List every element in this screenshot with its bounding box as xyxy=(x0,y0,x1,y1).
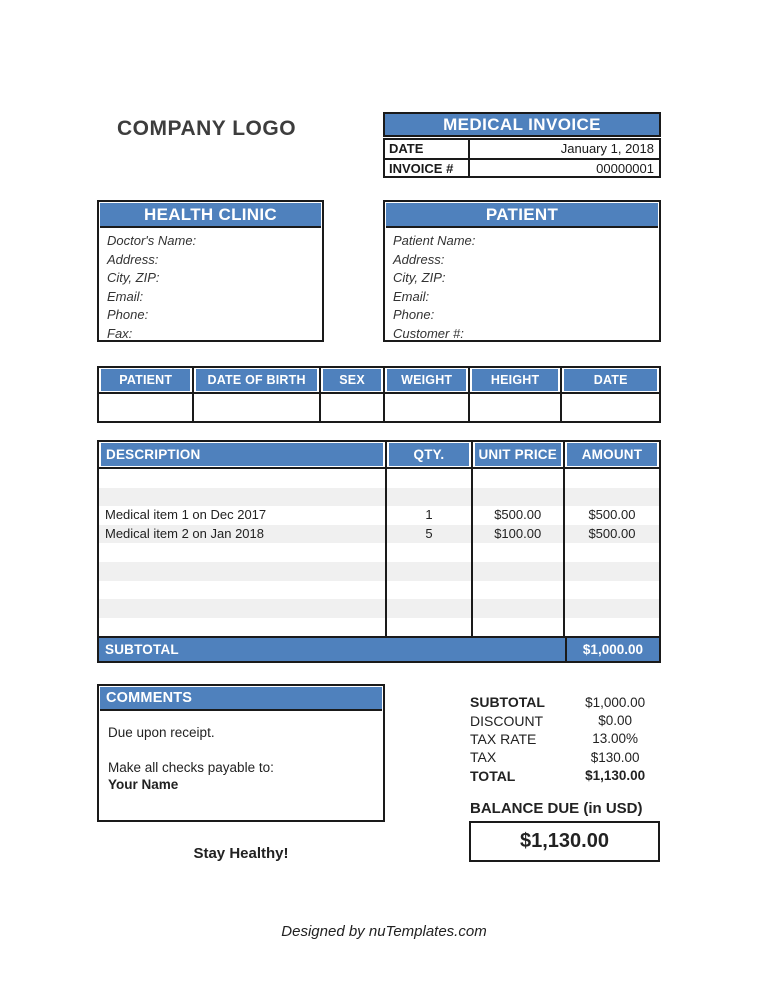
totals-label: TAX RATE xyxy=(470,730,537,747)
patient-info-table-header xyxy=(99,368,659,394)
comments-line: Make all checks payable to: xyxy=(108,760,274,775)
comments-title: COMMENTS xyxy=(100,687,382,711)
patient-table-cell xyxy=(99,394,194,421)
item-unit-price-cell xyxy=(473,618,565,637)
balance-due-label: BALANCE DUE (in USD) xyxy=(470,800,643,817)
patient-table-cell xyxy=(470,394,562,421)
comments-box xyxy=(97,684,385,822)
item-description-cell xyxy=(99,581,387,600)
item-amount-cell xyxy=(565,562,659,581)
item-row xyxy=(99,562,659,581)
clinic-field-doctor-name: Doctor's Name: xyxy=(107,233,197,248)
item-unit-price-cell xyxy=(473,488,565,507)
invoice-header-box xyxy=(383,112,661,178)
patient-table-header-sex: SEX xyxy=(321,368,386,392)
totals-section xyxy=(470,693,661,785)
item-description-cell xyxy=(99,562,387,581)
items-header-qty: QTY. xyxy=(387,442,472,467)
patient-table-cell xyxy=(562,394,659,421)
item-qty-cell xyxy=(387,562,472,581)
items-table xyxy=(97,440,661,663)
totals-row-discount xyxy=(470,711,661,729)
item-unit-price-cell xyxy=(473,581,565,600)
date-label: DATE xyxy=(385,140,470,158)
health-clinic-box xyxy=(97,200,324,342)
item-qty-cell: 1 xyxy=(387,506,472,525)
totals-row-total xyxy=(470,767,661,785)
item-row xyxy=(99,506,659,525)
totals-value: 13.00% xyxy=(592,731,639,747)
items-header-unit-price: UNIT PRICE xyxy=(473,442,565,467)
patient-info-table xyxy=(97,366,661,423)
item-qty-cell xyxy=(387,469,472,488)
patient-field-name: Patient Name: xyxy=(393,233,476,248)
patient-table-header-height: HEIGHT xyxy=(470,368,562,392)
item-amount-cell: $500.00 xyxy=(588,525,636,541)
patient-table-header-weight: WEIGHT xyxy=(385,368,470,392)
invoice-meta-table xyxy=(383,138,661,178)
balance-due-value: $1,130.00 xyxy=(520,830,609,852)
patient-table-header-dob: DATE OF BIRTH xyxy=(194,368,320,392)
item-unit-price-cell xyxy=(473,599,565,618)
clinic-field-fax: Fax: xyxy=(107,325,133,341)
item-description-cell: Medical item 2 on Jan 2018 xyxy=(99,525,387,544)
item-unit-price-cell: $500.00 xyxy=(473,506,565,525)
subtotal-value: $1,000.00 xyxy=(565,638,659,661)
item-description-cell xyxy=(99,618,387,637)
item-description-cell xyxy=(99,599,387,618)
clinic-field-city-zip: City, ZIP: xyxy=(107,270,160,285)
item-amount-cell: $500.00 xyxy=(588,507,636,523)
patient-table-header-patient: PATIENT xyxy=(99,368,194,392)
patient-table-header-date: DATE xyxy=(562,368,659,392)
items-table-header xyxy=(99,442,659,469)
totals-value: $130.00 xyxy=(590,749,640,765)
health-clinic-title: HEALTH CLINIC xyxy=(100,203,321,228)
item-amount-cell xyxy=(565,581,659,600)
item-qty-cell xyxy=(387,488,472,507)
item-row xyxy=(99,469,659,488)
item-qty-cell xyxy=(387,581,472,600)
item-amount-cell xyxy=(565,599,659,618)
company-logo: COMPANY LOGO xyxy=(117,117,297,140)
patient-fields xyxy=(385,228,659,347)
totals-value: $0.00 xyxy=(598,713,633,729)
totals-value: $1,130.00 xyxy=(585,768,646,784)
patient-info-table-row xyxy=(99,394,659,421)
item-description-cell xyxy=(99,488,387,507)
item-qty-cell xyxy=(387,618,472,637)
balance-due-box xyxy=(469,821,660,862)
item-qty-cell xyxy=(387,543,472,562)
date-value: January 1, 2018 xyxy=(560,141,654,156)
comments-line: Due upon receipt. xyxy=(108,725,215,740)
item-amount-cell xyxy=(565,543,659,562)
subtotal-row xyxy=(99,636,659,661)
patient-title: PATIENT xyxy=(386,203,658,228)
totals-row-tax-rate xyxy=(470,730,661,748)
item-qty-cell xyxy=(387,599,472,618)
patient-table-cell xyxy=(385,394,470,421)
totals-label: SUBTOTAL xyxy=(470,694,545,711)
item-row xyxy=(99,488,659,507)
item-unit-price-cell xyxy=(473,562,565,581)
clinic-field-email: Email: xyxy=(107,288,144,304)
patient-table-cell xyxy=(194,394,320,421)
item-amount-cell xyxy=(565,618,659,637)
clinic-field-address: Address: xyxy=(107,251,159,267)
items-header-description: DESCRIPTION xyxy=(99,442,387,467)
patient-box xyxy=(383,200,661,342)
totals-value: $1,000.00 xyxy=(585,694,646,710)
footer-credit: Designed by nuTemplates.com xyxy=(281,923,487,940)
item-row xyxy=(99,525,659,544)
item-amount-cell xyxy=(565,488,659,507)
totals-label: TAX xyxy=(470,749,497,766)
item-row xyxy=(99,618,659,637)
patient-field-address: Address: xyxy=(393,251,445,267)
patient-field-email: Email: xyxy=(393,288,430,304)
payee-name: Your Name xyxy=(108,777,179,792)
comments-body xyxy=(99,711,383,792)
item-unit-price-cell xyxy=(473,469,565,488)
health-clinic-fields xyxy=(99,228,322,347)
patient-field-customer-number: Customer #: xyxy=(393,325,464,341)
tagline: Stay Healthy! xyxy=(193,845,289,862)
item-description-cell xyxy=(99,469,387,488)
item-amount-cell xyxy=(565,469,659,488)
item-row xyxy=(99,543,659,562)
subtotal-label: SUBTOTAL xyxy=(105,642,179,658)
patient-field-city-zip: City, ZIP: xyxy=(393,270,446,285)
invoice-number-label: INVOICE # xyxy=(385,160,470,176)
item-description-cell xyxy=(99,543,387,562)
totals-label: TOTAL xyxy=(470,767,516,784)
invoice-date-row xyxy=(385,140,659,158)
item-row xyxy=(99,581,659,600)
item-unit-price-cell: $100.00 xyxy=(473,525,565,544)
invoice-number-value: 00000001 xyxy=(596,161,654,176)
totals-row-tax xyxy=(470,748,661,766)
invoice-number-row xyxy=(385,158,659,176)
item-qty-cell: 5 xyxy=(387,525,472,544)
patient-field-phone: Phone: xyxy=(393,307,435,322)
item-unit-price-cell xyxy=(473,543,565,562)
totals-label: DISCOUNT xyxy=(470,712,544,729)
item-row xyxy=(99,599,659,618)
clinic-field-phone: Phone: xyxy=(107,307,149,322)
totals-row-subtotal xyxy=(470,693,661,711)
patient-table-cell xyxy=(321,394,386,421)
medical-invoice-title: MEDICAL INVOICE xyxy=(383,112,661,137)
item-description-cell: Medical item 1 on Dec 2017 xyxy=(99,506,387,525)
items-header-amount: AMOUNT xyxy=(565,442,659,467)
